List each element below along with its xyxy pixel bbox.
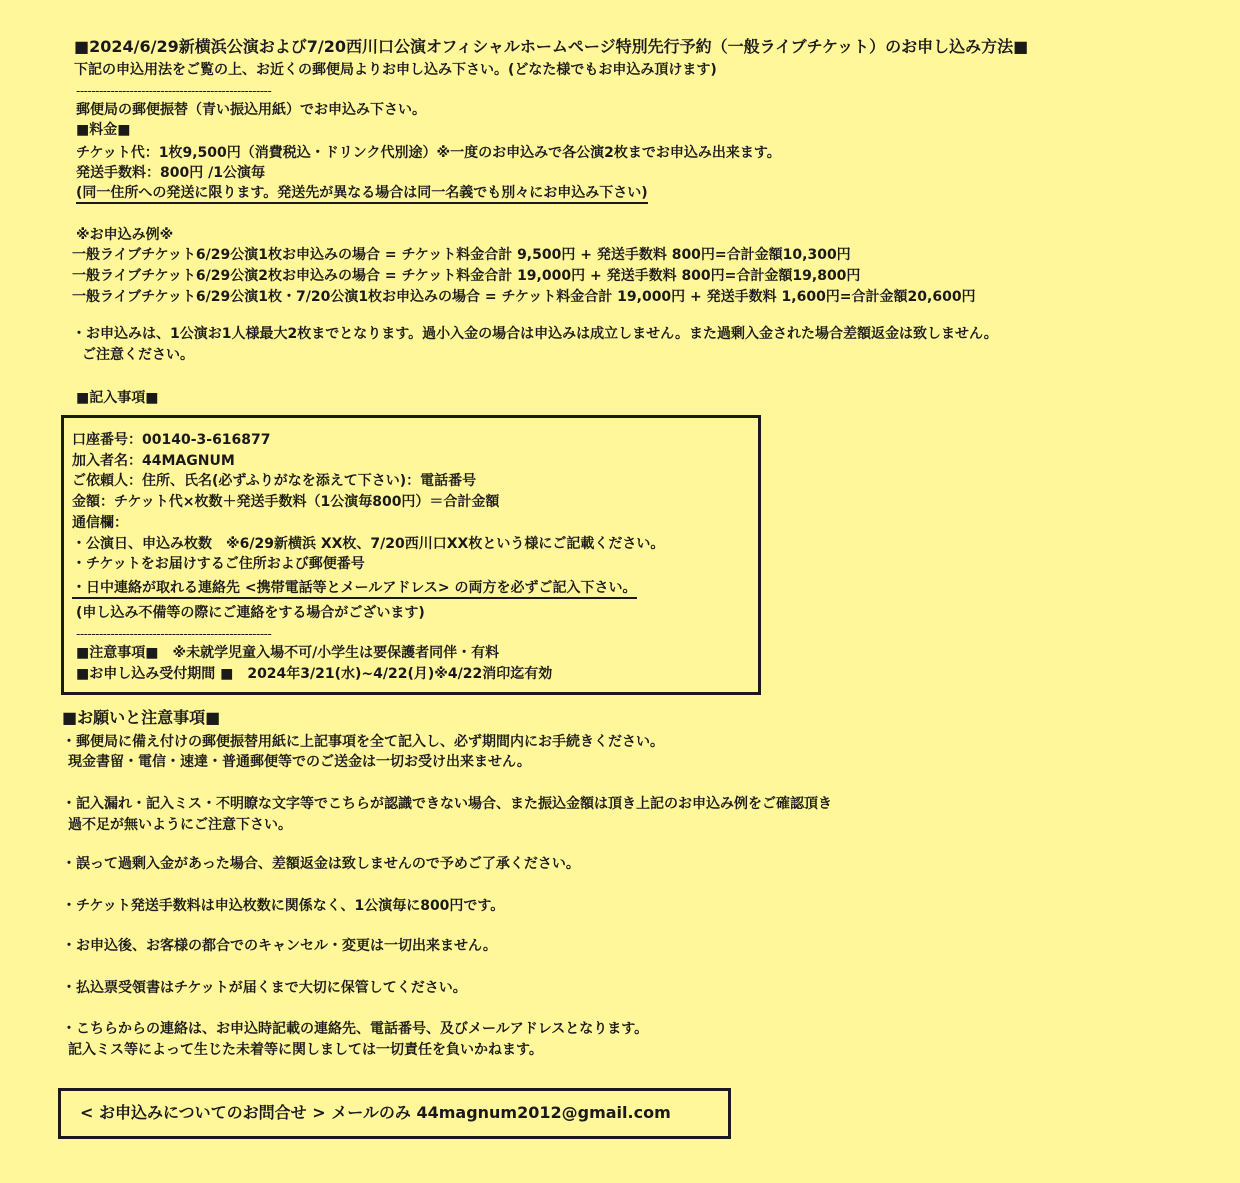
note-item: ・郵便局に備え付けの郵便振替用紙に上記事項を全て記入し、必ず期間内にお手続きください。	[62, 734, 664, 750]
memo-item: ・日中連絡が取れる連絡先 <携帯電話等とメールアドレス> の両方を必ずご記入下さい。	[72, 578, 637, 598]
note-item-cont: 過不足が無いようにご注意下さい。	[68, 817, 292, 833]
memo-item-note: (申し込み不備等の際にご連絡をする場合がございます)	[76, 605, 425, 621]
divider: ---------------------------------------------------	[76, 627, 272, 641]
note-item: ・こちらからの連絡は、お申込時記載の連絡先、電話番号、及びメールアドレスとなります。	[62, 1021, 649, 1037]
example-line: 一般ライブチケット6/29公演1枚・7/20公演1枚お申込みの場合 = チケット料金合計 19,000円 + 発送手数料 1,600円=合計金額20,600円	[72, 289, 976, 305]
entry-heading: ■記入事項■	[76, 390, 159, 406]
fee-heading: ■料金■	[76, 122, 131, 138]
memo-label: 通信欄：	[72, 515, 128, 531]
note-item: ・記入漏れ・記入ミス・不明瞭な文字等でこちらが認識できない場合、また振込金額は頂き上記のお申込み例をご確認頂き	[62, 796, 832, 812]
account-number: 口座番号：00140-3-616877	[72, 432, 271, 448]
example-line: 一般ライブチケット6/29公演1枚お申込みの場合 = チケット料金合計 9,500円 + 発送手数料 800円=合計金額10,300円	[72, 247, 851, 263]
examples-heading: ※お申込み例※	[76, 227, 174, 243]
example-line: 一般ライブチケット6/29公演2枚お申込みの場合 = チケット料金合計 19,000円 + 発送手数料 800円=合計金額19,800円	[72, 268, 861, 284]
requester-info: ご依頼人：住所、氏名(必ずふりがなを添えて下さい)：電話番号	[72, 473, 477, 489]
fee-shipping: 発送手数料：800円 /1公演毎	[76, 165, 265, 181]
fee-shipping-note: (同一住所への発送に限ります。発送先が異なる場合は同一名義でも別々にお申込み下さい)	[76, 183, 648, 203]
note-item: ・払込票受領書はチケットが届くまで大切に保管してください。	[62, 980, 467, 996]
limit-note-cont: ご注意ください。	[82, 347, 194, 363]
note-item-cont: 記入ミス等によって生じた未着等に関しましては一切責任を負いかねます。	[68, 1042, 543, 1058]
divider: ---------------------------------------------------	[76, 84, 272, 98]
memo-item: ・チケットをお届けするご住所および郵便番号	[72, 556, 365, 572]
page-title: ■2024/6/29新横浜公演および7/20西川口公演オフィシャルホームページ特別先行予約（一般ライブチケット）のお申し込み方法■	[74, 37, 1029, 56]
application-period: ■お申し込み受付期間 ■ 2024年3/21(水)~4/22(月)※4/22消印迄有効	[76, 666, 553, 682]
note-item: ・チケット発送手数料は申込枚数に関係なく、1公演毎に800円です。	[62, 898, 505, 914]
note-item: ・誤って過剰入金があった場合、差額返金は致しませんので予めご了承ください。	[62, 856, 580, 872]
account-name: 加入者名：44MAGNUM	[72, 453, 235, 469]
intro-text: 下記の申込用法をご覧の上、お近くの郵便局よりお申し込み下さい。(どなた様でもお申込み頂けます)	[74, 62, 717, 78]
notes-heading: ■お願いと注意事項■	[62, 708, 221, 727]
note-item-cont: 現金書留・電信・速達・普通郵便等でのご送金は一切お受け出来ません。	[68, 754, 531, 770]
limit-note: ・お申込みは、1公演お1人様最大2枚までとなります。過小入金の場合は申込みは成立しません。また過剰入金された場合差額返金は致しません。	[72, 326, 998, 342]
note-item: ・お申込後、お客様の都合でのキャンセル・変更は一切出来ません。	[62, 938, 497, 954]
postal-note: 郵便局の郵便振替（青い振込用紙）でお申込み下さい。	[76, 102, 426, 118]
amount-info: 金額：チケット代×枚数＋発送手数料（1公演毎800円）＝合計金額	[72, 494, 500, 510]
fee-ticket: チケット代：1枚9,500円（消費税込・ドリンク代別途）※一度のお申込みで各公演2枚までお申込み出来ます。	[76, 145, 781, 161]
caution-note: ■注意事項■ ※未就学児童入場不可/小学生は要保護者同伴・有料	[76, 645, 500, 661]
memo-item: ・公演日、申込み枚数 ※6/29新横浜 XX枚、7/20西川口XX枚という様にご記載ください。	[72, 536, 665, 552]
contact-info[interactable]: < お申込みについてのお問合せ > メールのみ 44magnum2012@gmail.com	[80, 1103, 671, 1122]
